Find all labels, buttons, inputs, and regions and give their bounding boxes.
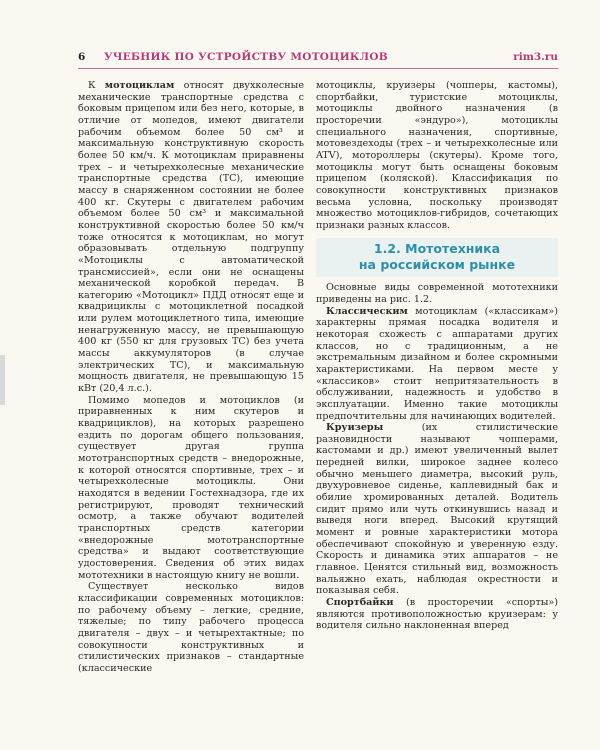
paragraph [78, 80, 304, 395]
paragraph [316, 306, 558, 423]
page-number: 6 [78, 51, 86, 63]
right-column [316, 80, 558, 632]
section-heading [316, 238, 558, 278]
text-run: (в просторечии «спорты») являются противоположностью круизерам: у водителя сильно наклоненная вперед [316, 597, 558, 632]
paragraph: Основные виды современной мототехники приведены на рис. 1.2. [316, 282, 558, 305]
section-heading-line2: на российском рынке [358, 257, 516, 273]
margin-bar [0, 355, 5, 405]
running-header [78, 51, 558, 67]
book-title: УЧЕБНИК ПО УСТРОЙСТВУ МОТОЦИКЛОВ [104, 51, 388, 63]
paragraph: Помимо мопедов и мотоциклов (и приравненных к ним скутеров и квадрициклов), на которых разрешено ездить по дорогам общего пользования, существует другая группа мототранспортных средств – внедорожные, к которой относятся спортивные, трех – и четырехколесные мотоциклы. Они находятся в ведении Гостехнадзора, где их регистрируют, проводят технический осмотр, а также обучают водителей транспортных средств категории «внедорожные мототранспортные средства» и выдают соответствующие удостоверения. Сведения об этих видах мототехники в настоящую книгу не вошли. [78, 394, 304, 581]
site-url: rim3.ru [513, 51, 558, 63]
paragraph [316, 422, 558, 597]
paragraph [316, 597, 558, 632]
term-cruisers: Круизеры [326, 422, 384, 434]
term-classic: Классическим [326, 305, 408, 317]
text-run: мотоциклам («классикам») характерны прямая посадка водителя и некоторая схожесть с аппаратами других классов, но с традиционным, а не экстремальным дизайном и более скромными характеристиками. На первом месте у «классиков» стоит непритязательность в обслуживании, надежность и удобство в эксплуатации. Именно такие мотоциклы предпочтительны для начинающих водителей. [316, 305, 558, 422]
section-heading-line1: 1.2. Мототехника [373, 240, 501, 256]
text-run: относят двухколесные механические транспортные средства с боковым прицепом или без него, которые, в отличие от мопедов, имеют двигатели рабочим объемом более 50 см³ и максимальную конструктивную скорость более 50 км/ч. К мотоциклам приравнены трех – и четырехколесные механические транспортные средства (ТС), имеющие массу в снаряженном состоянии не более 400 кг. Скутеры с двигателем рабочим объемом более 50 см³ и максимальной конструктивной скоростью более 50 км/ч тоже относятся к мотоциклам, но могут образовывать отдельную подгруппу «Мотоциклы с автоматической трансмиссией», если они не оснащены механической коробкой передач. В категорию «Мотоцикл» ПДД относят еще и квадрициклы с мотоциклетной посадкой или рулем мотоциклетного типа, имеющие ненагруженную массу, не превышающую 400 кг (550 кг для грузовых ТС) без учета массы аккумуляторов (в случае электрических ТС), и максимальную мощность двигателя, не превышающую 15 кВт (20,4 л.с.). [78, 80, 304, 395]
term-motorcycles: мотоциклам [104, 80, 175, 91]
paragraph: Существует несколько видов классификации современных мотоциклов: по рабочему объему – легкие, средние, тяжелые; по типу рабочего процесса двигателя – двух – и четырехтактные; по совокупности конструктивных и стилистических признаков – стандартные (классические [78, 581, 304, 674]
term-sportbikes: Спортбайки [326, 597, 394, 608]
header-rule [78, 68, 558, 69]
paragraph: мотоциклы, круизеры (чопперы, кастомы), спортбайки, туристские мотоциклы, мотоциклы двойного назначения (в просторечии «эндуро»), мотоциклы специального назначения, спортивные, мотовездеходы (трех – и четырехколесные или ATV), мотороллеры (скутеры). Кроме того, мотоциклы могут быть оснащены боковым прицепом (коляской). Классификация по совокупности конструктивных признаков весьма условна, поскольку производят множество мотоциклов-гибридов, сочетающих признаки разных классов. [316, 80, 558, 231]
left-column [78, 80, 304, 674]
text-run: К [88, 80, 105, 91]
text-run: (их стилистические разновидности называют чопперами, кастомами и др.) имеют увеличенный вылет передней вилки, широкое заднее колесо обычно меньшего диаметра, высокий руль, двухуровневое сиденье, каплевидный бак и обилие хромированных деталей. Водитель сидит прямо или чуть откинувшись назад и выведя ноги вперед. Высокий крутящий момент и ровные характеристики мотора обеспечивают спокойную и уверенную езду. Скорость и динамика этих аппаратов – не главное. Ценятся стильный вид, возможность вальяжно ехать, наблюдая окрестности и показывая себя. [316, 422, 558, 597]
